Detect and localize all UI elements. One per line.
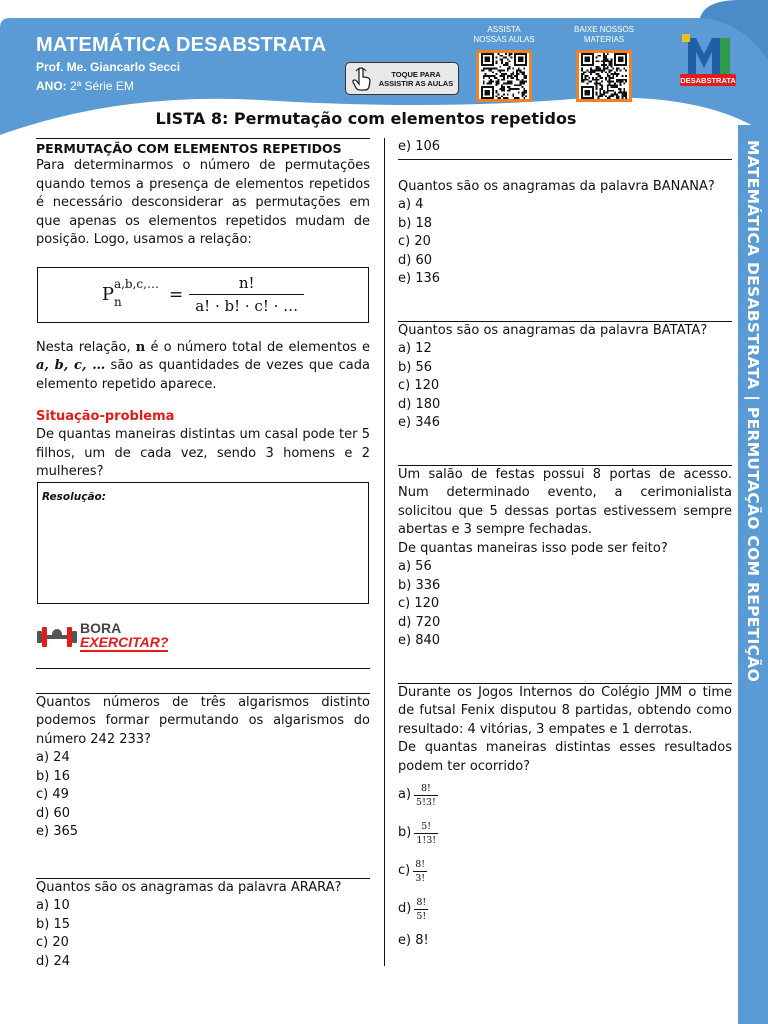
- formula-numerator: n!: [238, 274, 255, 292]
- question-6-question: De quantas maneiras distintas esses resultados podem ter ocorrido?: [398, 740, 732, 774]
- qr-code-icon: [479, 53, 529, 99]
- formula-denominator: a! · b! · c! · …: [189, 294, 304, 315]
- bora-exercitar-banner: [36, 618, 370, 656]
- option[interactable]: [398, 890, 732, 928]
- option-numerator: 8!: [416, 896, 427, 908]
- option[interactable]: [398, 814, 732, 852]
- question-4-text: Quantos são os anagramas da palavra BATATA?: [398, 322, 708, 338]
- hand-pointer-icon: [348, 65, 376, 93]
- option-fraction: [413, 859, 427, 884]
- option-label: b): [398, 824, 412, 840]
- ano-value: 2ª Série EM: [70, 79, 134, 93]
- qr-classes-label: [469, 25, 539, 45]
- school-year: [36, 79, 134, 93]
- qr-code-icon: [579, 53, 629, 99]
- formula-sup: a,b,c,…: [113, 276, 159, 291]
- option[interactable]: e) 365: [36, 824, 79, 839]
- relation-part-3: são as quantidades de vezes que cada elemento repetido aparece.: [36, 358, 370, 392]
- relation-text: [36, 339, 370, 395]
- option[interactable]: d) 24: [36, 953, 70, 969]
- header-title: MATEMÁTICA DESABSTRATA: [36, 34, 327, 56]
- formula-box: [37, 267, 369, 323]
- option[interactable]: b) 336: [398, 577, 441, 593]
- question-2-text: Quantos são os anagramas da palavra ARARA?: [36, 879, 342, 895]
- option-denominator: 3!: [415, 872, 426, 884]
- desabstrata-logo: [678, 30, 738, 88]
- question-1-options: [36, 749, 370, 842]
- option[interactable]: d) 60: [398, 252, 432, 268]
- formula-base: P: [101, 284, 114, 305]
- option[interactable]: a) 56: [398, 559, 432, 574]
- option[interactable]: b) 16: [36, 768, 70, 784]
- bora-line-1: BORA: [80, 620, 122, 636]
- option[interactable]: a) 12: [398, 341, 432, 356]
- option-fraction: [414, 821, 438, 846]
- left-column: [36, 138, 370, 971]
- option[interactable]: b) 56: [398, 359, 432, 375]
- relation-n: n: [135, 339, 146, 355]
- intro-text: Para determinarmos o número de permutações quando temos a presença de elementos repetidos é necessário desconsiderar as permutações em que apenas os elementos repetidos mudam de posição. Logo, usamos a relação:: [36, 158, 370, 247]
- option[interactable]: e) 840: [398, 633, 441, 648]
- ano-label: ANO:: [36, 79, 67, 93]
- question-3-options: [398, 196, 732, 289]
- formula-fraction: [189, 274, 304, 315]
- cta-line-2: ASSISTIR AS AULAS: [378, 78, 454, 88]
- qr-classes-line-2: NOSSAS AULAS: [473, 35, 535, 44]
- option[interactable]: d) 720: [398, 614, 441, 630]
- formula-equals: =: [168, 284, 184, 305]
- option-numerator: 5!: [421, 820, 432, 832]
- option[interactable]: c) 20: [36, 935, 69, 950]
- option[interactable]: e) 346: [398, 415, 441, 430]
- option-denominator: 1!3!: [416, 834, 437, 846]
- option-numerator: 8!: [415, 858, 426, 870]
- side-band-text: MATEMÁTICA DESABSTRATA | PERMUTAÇÃO COM REPETIÇÃO: [744, 140, 762, 683]
- option-denominator: 5!3!: [416, 796, 436, 808]
- resolution-box[interactable]: [37, 482, 369, 604]
- question-1-text: Quantos números de três algarismos distinto podemos formar permutando os algarismos do número 242 233?: [36, 694, 370, 747]
- option[interactable]: c) 49: [36, 787, 69, 802]
- option[interactable]: e) 106: [398, 139, 441, 154]
- watch-classes-button[interactable]: [345, 62, 459, 95]
- qr-code-materials[interactable]: [576, 50, 632, 102]
- cta-line-1: TOQUE PARA: [391, 69, 441, 79]
- qr-code-classes[interactable]: [476, 50, 532, 102]
- option[interactable]: d) 180: [398, 396, 441, 412]
- section-title: PERMUTAÇÃO COM ELEMENTOS REPETIDOS: [36, 141, 342, 156]
- column-divider: [384, 138, 385, 966]
- question-4-options: [398, 340, 732, 433]
- option[interactable]: a) 10: [36, 898, 70, 913]
- option-label: a): [398, 786, 412, 802]
- qr-materials-line-2: MATERIAS: [583, 35, 625, 44]
- question-6-options: [398, 776, 732, 951]
- qr-classes-line-1: ASSISTA: [487, 25, 521, 34]
- option[interactable]: [398, 852, 732, 890]
- dumbbell-icon: [36, 621, 78, 653]
- situation-text: De quantas maneiras distintas um casal pode ter 5 filhos, um de cada vez, sendo 3 homens e 2 mulheres?: [36, 427, 370, 479]
- qr-materials-line-1: BAIXE NOSSOS: [573, 25, 635, 34]
- option-numerator: 8!: [420, 782, 431, 794]
- question-2-options: [36, 897, 370, 971]
- divider: [36, 138, 370, 139]
- page-title: LISTA 8: Permutação com elementos repetidos: [155, 109, 577, 128]
- qr-materials-label: [569, 25, 639, 45]
- logo-text: DESABSTRATA: [680, 76, 736, 85]
- bora-line-2: EXERCITAR?: [80, 634, 169, 650]
- option-label: d): [398, 900, 412, 916]
- question-5-text: Um salão de festas possui 8 portas de acesso. Num determinado evento, a cerimonialista solicitou que 5 dessas portas estivessem sempre abertas e 3 sempre fechadas.: [398, 466, 732, 537]
- option[interactable]: c) 120: [398, 378, 440, 393]
- relation-part-1: Nesta relação,: [36, 339, 131, 355]
- option[interactable]: e) 136: [398, 271, 441, 286]
- option[interactable]: e) 8!: [398, 933, 429, 948]
- option-fraction: [414, 897, 428, 922]
- question-3-text: Quantos são os anagramas da palavra BANANA?: [398, 178, 715, 194]
- option[interactable]: [398, 776, 732, 814]
- resolution-label: Resolução:: [42, 490, 106, 503]
- question-5-options: [398, 558, 732, 651]
- question-5-question: De quantas maneiras isso pode ser feito?: [398, 540, 668, 556]
- relation-vars: a, b, c, …: [36, 358, 106, 373]
- option[interactable]: b) 18: [398, 215, 432, 231]
- option[interactable]: d) 60: [36, 805, 70, 821]
- option[interactable]: b) 15: [36, 916, 70, 932]
- right-column: [398, 138, 732, 951]
- professor-name: Prof. Me. Giancarlo Secci: [36, 60, 181, 74]
- option[interactable]: a) 24: [36, 750, 70, 765]
- option[interactable]: c) 120: [398, 596, 440, 611]
- option-fraction: [414, 783, 438, 808]
- cta-label: [376, 70, 456, 88]
- question-6-text: Durante os Jogos Internos do Colégio JMM o time de futsal Fenix disputou 8 partidas, obtendo como resultado: 4 vitórias, 3 empates e 1 derrotas.: [398, 684, 732, 737]
- option[interactable]: a) 4: [398, 197, 424, 212]
- option[interactable]: c) 20: [398, 234, 431, 249]
- relation-part-2: é o número total de elementos e: [150, 339, 371, 355]
- formula-sub: n: [113, 294, 122, 309]
- option-denominator: 5!: [416, 910, 427, 922]
- option-label: c): [398, 862, 411, 878]
- situation-title: Situação-problema: [36, 409, 175, 424]
